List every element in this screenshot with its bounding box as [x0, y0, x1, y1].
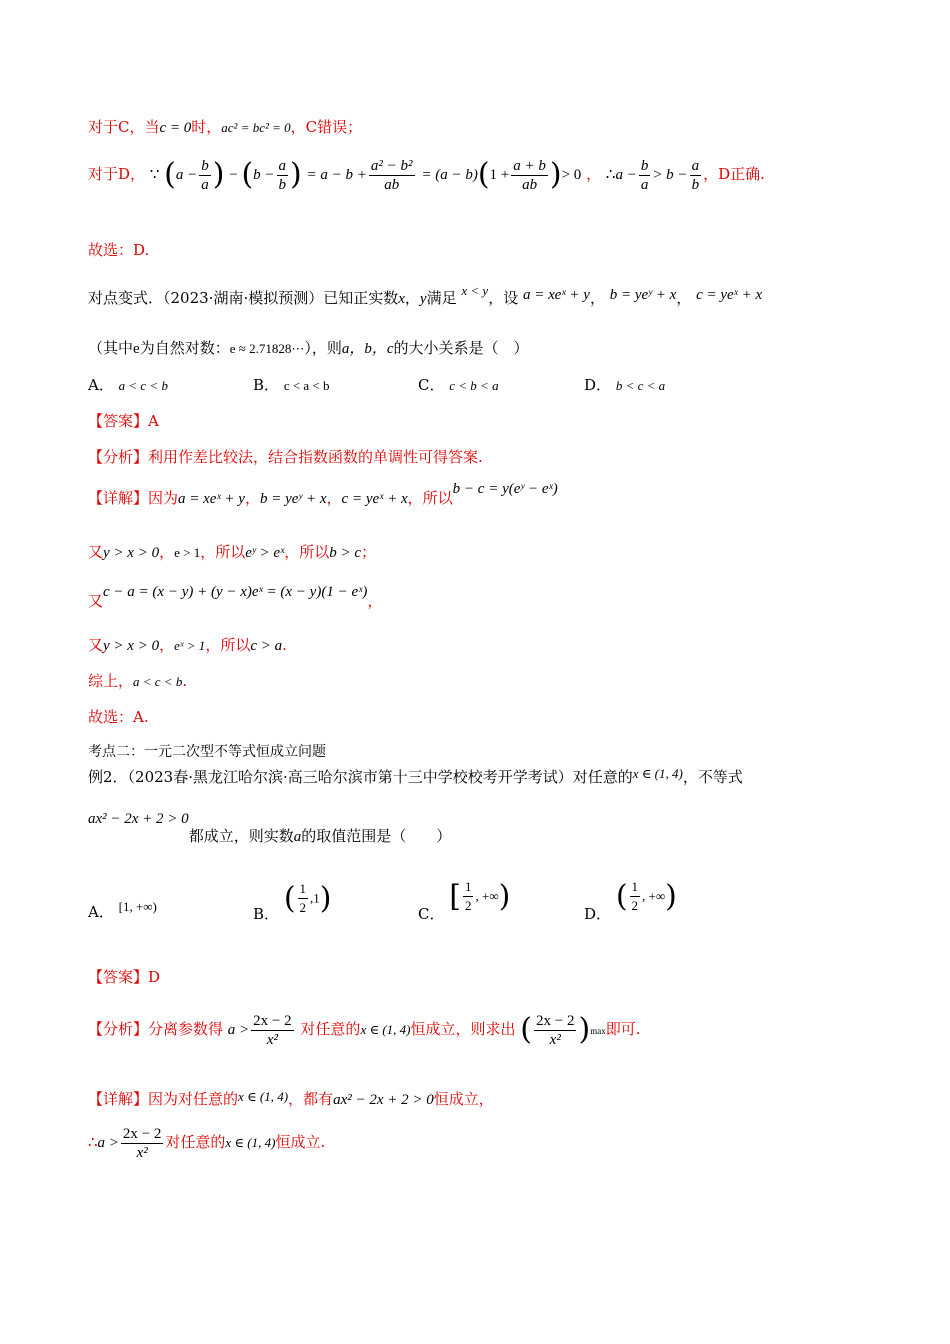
- analysis-label: 【分析】利用作差比较法，结合指数函数的单调性可得答案.: [88, 448, 483, 466]
- option-2-d[interactable]: D． ( $\frac{1}{2}$ , +∞): [584, 879, 677, 923]
- option-a[interactable]: A． a < c < b: [88, 376, 168, 394]
- example-2-problem-cont: ax² − 2x + 2 > 0都成立，则实数a的取值范围是（ ）: [88, 811, 452, 845]
- example-2-problem: 例2．（2023春·黑龙江哈尔滨·高三哈尔滨市第十三中学校校考开学考试）对任意的x ∈ (1, 4)，不等式: [88, 766, 743, 786]
- answer-label: 【答案】A: [88, 412, 159, 430]
- option-2-c[interactable]: C． [ $\frac{1}{2}$ , +∞): [418, 879, 511, 923]
- section-heading: 考点二：一元二次型不等式恒成立问题: [88, 744, 326, 760]
- summary: 综上，a < c < b.: [88, 672, 188, 690]
- option-2-b[interactable]: B． ( $\frac{1}{2}$ ,1): [253, 881, 332, 923]
- option-d-analysis: 对于D， ∵ (a − $\frac{b}{a}$ ) − (b − $\frac{a}{b}$ ) = a − b + $\frac{\text{a² − b²}}{ab}$ = (a − b)(1 + $\frac{a + b}{ab}$ )> 0 ， ∴a − $\frac{b}{a}$ > b − $\frac{a}{b}$ ，D正确.: [88, 157, 765, 193]
- answer-label-2: 【答案】D: [88, 968, 161, 986]
- option-c-analysis: 对于C，当c = 0时，ac² = bc² = 0，C错误；: [88, 118, 363, 136]
- c-zero-formula: c = 0: [159, 120, 192, 136]
- option-d-formula: ∵ (a − $\frac{b}{a}$ ) − (b − $\frac{a}{b}$ ) = a − b + $\frac{\text{a² − b²}}{ab}$ = (a − b)(1 + $\frac{a + b}{ab}$ )> 0: [149, 157, 582, 193]
- option-2-a[interactable]: A． [1, +∞): [88, 899, 157, 921]
- detail-step-1: 又y > x > 0，e > 1，所以eʸ > eˣ，所以b > c；: [88, 543, 377, 561]
- option-c[interactable]: C． c < b < a: [418, 376, 499, 394]
- variant-problem-cont: （其中e为自然对数：e ≈ 2.71828⋯），则a，b，c的大小关系是（ ）: [88, 339, 529, 357]
- detail-label: 【详解】因为a = xeˣ + y，b = yeʸ + x，c = yeˣ + x，所以b − c = y(eʸ − eˣ): [88, 481, 558, 507]
- option-d[interactable]: D． b < c < a: [584, 376, 666, 394]
- option-b[interactable]: B． c < a < b: [253, 376, 330, 394]
- variant-problem: 对点变式．（2023·湖南·模拟预测）已知正实数x，y满足 x < y，设 a = xeˣ + y， b = yeʸ + x， c = yeˣ + x: [88, 283, 763, 307]
- detail-label-2: 【详解】因为对任意的x ∈ (1, 4)，都有ax² − 2x + 2 > 0恒成立，: [88, 1089, 494, 1108]
- detail-step-2: 又c − a = (x − y) + (y − x)eˣ = (x − y)(1 − eˣ)，: [88, 584, 383, 610]
- analysis-label-2: 【分析】分离参数得 a > $\frac{2x - 2}{\text{x²}}$ 对任意的x ∈ (1, 4)恒成立，则求出 ( $\frac{2x - 2}{\text{x²}}$ )max即可.: [88, 1012, 641, 1048]
- ac2-bc2-formula: ac² = bc² = 0: [221, 120, 291, 135]
- detail-step-3: 又y > x > 0，eˣ > 1，所以c > a.: [88, 636, 287, 654]
- answer-choice-d: 故选：D.: [88, 241, 150, 259]
- detail-conclusion-2: ∴a > $\frac{2x - 2}{\text{x²}}$ 对任意的x ∈ (1, 4)恒成立.: [88, 1125, 326, 1161]
- answer-choice-a: 故选：A.: [88, 708, 149, 726]
